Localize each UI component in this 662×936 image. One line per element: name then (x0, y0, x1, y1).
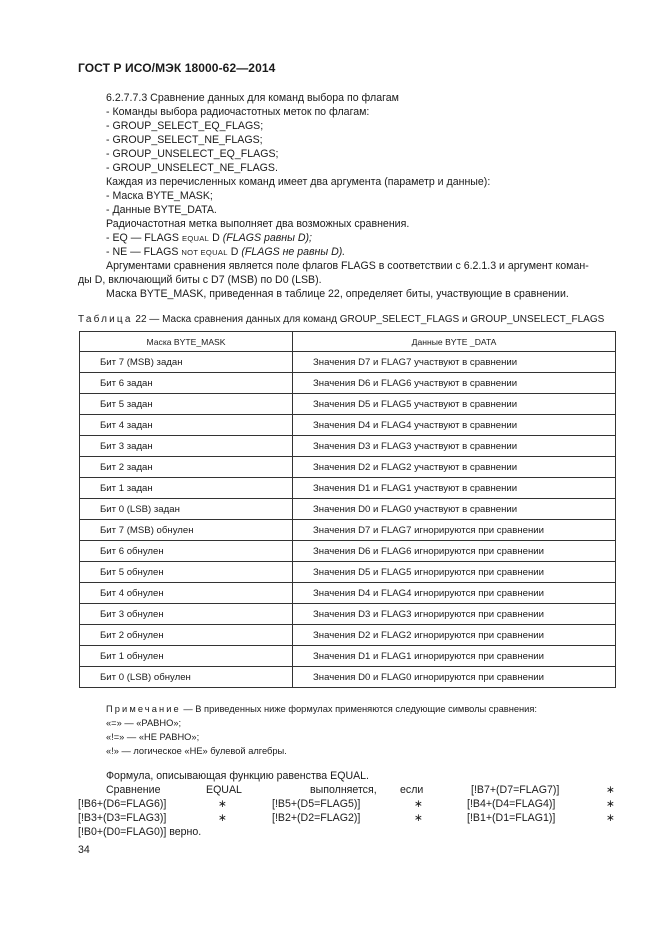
formula-row (78, 784, 615, 797)
mask-table (79, 331, 616, 688)
mask-cell: Бит 6 обнулен (80, 541, 293, 562)
formula-token: ∗ (218, 798, 227, 810)
table-row (80, 583, 616, 604)
mask-cell: Бит 4 задан (80, 415, 293, 436)
data-cell: Значения D2 и FLAG2 игнорируются при сравнении (293, 625, 616, 646)
mask-cell: Бит 7 (MSB) обнулен (80, 520, 293, 541)
mask-cell: Бит 7 (MSB) задан (80, 352, 293, 373)
mask-cell: Бит 2 задан (80, 457, 293, 478)
formula-token: ∗ (414, 798, 423, 810)
ne-operator: NOT EQUAL (181, 248, 228, 257)
data-cell: Значения D5 и FLAG5 игнорируются при сравнении (293, 562, 616, 583)
data-cell: Значения D4 и FLAG4 игнорируются при сравнении (293, 583, 616, 604)
data-cell: Значения D3 и FLAG3 участвуют в сравнении (293, 436, 616, 457)
mask-cell: Бит 0 (LSB) обнулен (80, 667, 293, 688)
eq-explanation: (FLAGS равны D); (222, 232, 312, 244)
note-item: «!=» — «НЕ РАВНО»; (106, 732, 200, 742)
mask-cell: Бит 4 обнулен (80, 583, 293, 604)
data-cell: Значения D6 и FLAG6 участвуют в сравнении (293, 373, 616, 394)
ne-explanation: (FLAGS не равны D). (241, 246, 346, 258)
page-number: 34 (78, 844, 90, 856)
data-cell: Значения D2 и FLAG2 участвуют в сравнении (293, 457, 616, 478)
command-item: - GROUP_SELECT_NE_FLAGS; (106, 134, 263, 146)
formula-token: [!B1+(D1=FLAG1)] (467, 812, 556, 824)
section-title: 6.2.7.7.3 Сравнение данных для команд выбора по флагам (106, 92, 399, 104)
formula-token: [!B7+(D7=FLAG7)] (471, 784, 560, 796)
column-header-mask: Маска BYTE_MASK (80, 332, 293, 352)
data-cell: Значения D1 и FLAG1 участвуют в сравнении (293, 478, 616, 499)
table-row (80, 646, 616, 667)
eq-prefix: - EQ — FLAGS (106, 232, 179, 244)
mask-cell: Бит 0 (LSB) задан (80, 499, 293, 520)
formula-token: EQUAL (206, 784, 242, 796)
table-header-row (80, 332, 616, 352)
note-label: Примечание (106, 704, 181, 714)
commands-intro: - Команды выбора радиочастотных меток по флагам: (106, 106, 370, 118)
table-row (80, 373, 616, 394)
table-row (80, 667, 616, 688)
table-row (80, 562, 616, 583)
paragraph-arguments-line2: ды D, включающий биты с D7 (MSB) по D0 (LSB). (78, 274, 322, 286)
formula-token: ∗ (606, 812, 615, 824)
data-cell: Значения D5 и FLAG5 участвуют в сравнении (293, 394, 616, 415)
table-row (80, 499, 616, 520)
column-header-data: Данные BYTE _DATA (293, 332, 616, 352)
mask-cell: Бит 1 задан (80, 478, 293, 499)
command-item: - GROUP_UNSELECT_NE_FLAGS. (106, 162, 278, 174)
note-text: — В приведенных ниже формулах применяются следующие символы сравнения: (180, 704, 537, 714)
note-item: «=» — «РАВНО»; (106, 718, 182, 728)
eq-definition (106, 232, 312, 245)
data-cell: Значения D7 и FLAG7 участвуют в сравнении (293, 352, 616, 373)
eq-d: D (212, 232, 220, 244)
data-cell: Значения D3 и FLAG3 игнорируются при сравнении (293, 604, 616, 625)
note-heading (106, 704, 537, 714)
data-cell: Значения D0 и FLAG0 участвуют в сравнении (293, 499, 616, 520)
args-intro: Каждая из перечисленных команд имеет два аргумента (параметр и данные): (106, 176, 491, 188)
formula-row (78, 812, 615, 825)
formula-end: [!B0+(D0=FLAG0)] верно. (78, 826, 202, 838)
table-row (80, 520, 616, 541)
note-item: «!» — логическое «НЕ» булевой алгебры. (106, 746, 287, 756)
table-body (80, 352, 616, 688)
ne-prefix: - NE — FLAGS (106, 246, 179, 258)
table-caption-text: 22 — Маска сравнения данных для команд GROUP_SELECT_FLAGS и GROUP_UNSELECT_FLAGS (132, 314, 605, 325)
table-row (80, 541, 616, 562)
table-row (80, 478, 616, 499)
table-row (80, 604, 616, 625)
formula-token: [!B5+(D5=FLAG5)] (272, 798, 361, 810)
formula-token: ∗ (606, 784, 615, 796)
arg-item: - Данные BYTE_DATA. (106, 204, 217, 216)
ne-definition (106, 246, 345, 259)
formula-token: [!B3+(D3=FLAG3)] (78, 812, 167, 824)
command-item: - GROUP_UNSELECT_EQ_FLAGS; (106, 148, 279, 160)
table-row (80, 415, 616, 436)
document-header: ГОСТ Р ИСО/МЭК 18000-62—2014 (78, 61, 276, 75)
formula-token: [!B6+(D6=FLAG6)] (78, 798, 167, 810)
mask-cell: Бит 5 задан (80, 394, 293, 415)
table-row (80, 457, 616, 478)
comparisons-intro: Радиочастотная метка выполняет два возможных сравнения. (106, 218, 410, 230)
formula-token: [!B4+(D4=FLAG4)] (467, 798, 556, 810)
table-row (80, 394, 616, 415)
table-row (80, 352, 616, 373)
mask-cell: Бит 3 задан (80, 436, 293, 457)
formula-intro: Формула, описывающая функцию равенства EQUAL. (106, 770, 369, 782)
mask-cell: Бит 1 обнулен (80, 646, 293, 667)
data-cell: Значения D7 и FLAG7 игнорируются при сравнении (293, 520, 616, 541)
data-cell: Значения D4 и FLAG4 участвуют в сравнении (293, 415, 616, 436)
formula-token: ∗ (606, 798, 615, 810)
formula-token: ∗ (414, 812, 423, 824)
formula-token: выполняется, (310, 784, 377, 796)
eq-operator: EQUAL (181, 234, 210, 243)
table-caption-label: Таблица (78, 314, 133, 325)
mask-cell: Бит 2 обнулен (80, 625, 293, 646)
table-caption (78, 314, 604, 325)
paragraph-arguments-line1: Аргументами сравнения является поле флагов FLAGS в соответствии с 6.2.1.3 и аргумент коман- (106, 260, 589, 272)
data-cell: Значения D0 и FLAG0 игнорируются при сравнении (293, 667, 616, 688)
table-row (80, 436, 616, 457)
paragraph-mask: Маска BYTE_MASK, приведенная в таблице 22, определяет биты, участвующие в сравнении. (106, 288, 569, 300)
table-row (80, 625, 616, 646)
command-item: - GROUP_SELECT_EQ_FLAGS; (106, 120, 264, 132)
mask-cell: Бит 6 задан (80, 373, 293, 394)
ne-d: D (230, 246, 239, 258)
formula-token: [!B2+(D2=FLAG2)] (272, 812, 361, 824)
mask-cell: Бит 5 обнулен (80, 562, 293, 583)
mask-cell: Бит 3 обнулен (80, 604, 293, 625)
arg-item: - Маска BYTE_MASK; (106, 190, 213, 202)
formula-token: Сравнение (106, 784, 161, 796)
formula-token: ∗ (218, 812, 227, 824)
data-cell: Значения D1 и FLAG1 игнорируются при сравнении (293, 646, 616, 667)
formula-token: если (400, 784, 424, 796)
formula-row (78, 798, 615, 811)
data-cell: Значения D6 и FLAG6 игнорируются при сравнении (293, 541, 616, 562)
